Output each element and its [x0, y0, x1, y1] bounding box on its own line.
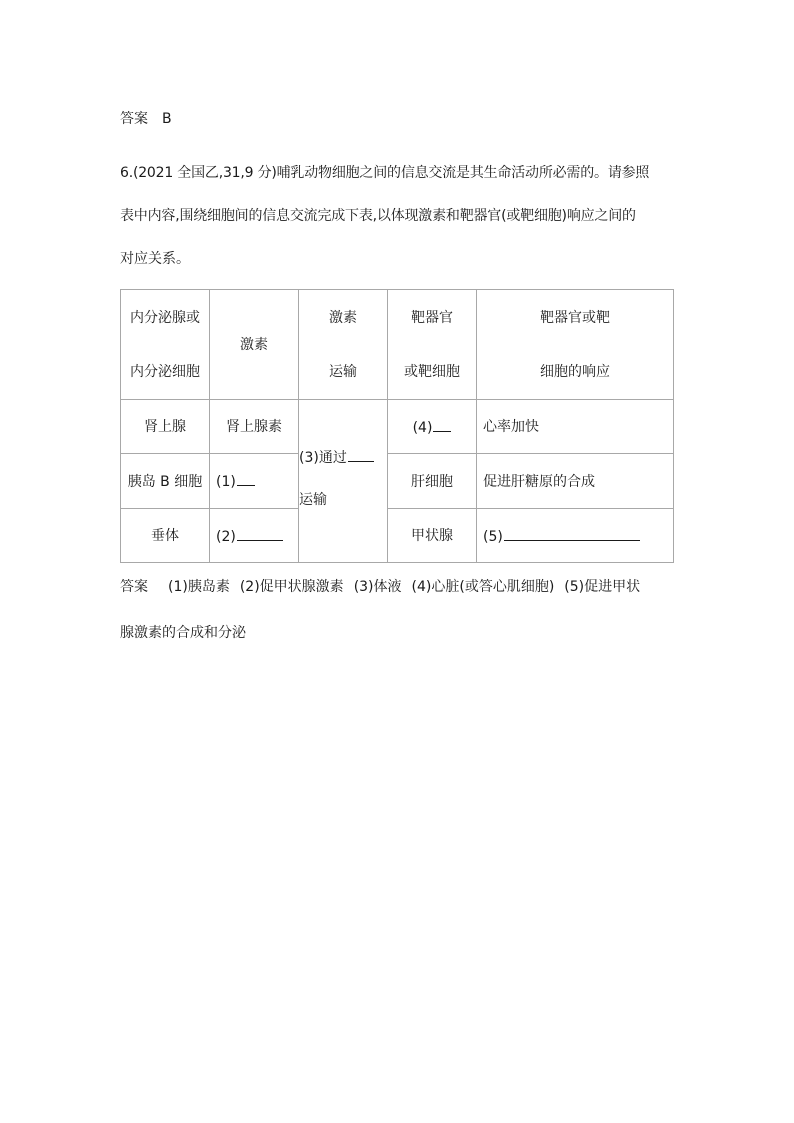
- transport-text-2: 运输: [299, 491, 327, 508]
- header-gland-line-2: 内分泌细胞: [130, 364, 200, 381]
- question-line-3: 对应关系。: [120, 251, 190, 267]
- cell-hormone-text: (1): [216, 474, 236, 491]
- cell-target-text: (4): [412, 419, 433, 436]
- cell-response: 促进肝糖原的合成: [477, 454, 674, 508]
- header-transport: [299, 290, 388, 400]
- blank-2[interactable]: [237, 526, 283, 541]
- answer-line-1: [120, 576, 640, 596]
- table-header-row: [121, 290, 674, 400]
- blank-4[interactable]: [433, 417, 451, 432]
- cell-response: [477, 508, 674, 562]
- header-transport-line-1: 激素: [329, 310, 357, 327]
- cell-hormone: 肾上腺素: [210, 399, 299, 453]
- cell-hormone: [210, 454, 299, 508]
- cell-target: 肝细胞: [388, 454, 477, 508]
- header-hormone: 激素: [210, 290, 299, 400]
- cell-gland: 垂体: [121, 508, 210, 562]
- blank-5[interactable]: [504, 526, 640, 541]
- header-response-line-1: 靶器官或靶: [540, 310, 610, 327]
- header-transport-line-2: 运输: [329, 364, 357, 381]
- header-target-line-2: 或靶细胞: [404, 364, 460, 381]
- table-row: [121, 399, 674, 453]
- cell-transport: [299, 399, 388, 562]
- previous-answer: [120, 108, 172, 128]
- cell-gland: 肾上腺: [121, 399, 210, 453]
- answer-5-part-1: (5)促进甲状: [564, 579, 641, 595]
- cell-target: 甲状腺: [388, 508, 477, 562]
- answer-label: 答案: [120, 111, 148, 127]
- answer-4: (4)心脏(或答心肌细胞): [411, 579, 555, 595]
- cell-target: [388, 399, 477, 453]
- question-line-2: 表中内容,围绕细胞间的信息交流完成下表,以体现激素和靶器官(或靶细胞)响应之间的: [120, 208, 636, 224]
- answer-value: B: [162, 111, 172, 127]
- answer-label: 答案: [120, 579, 148, 595]
- transport-text-1: (3)通过: [299, 449, 347, 466]
- answer-3: (3)体液: [353, 579, 402, 595]
- table-row: [121, 454, 674, 508]
- blank-3[interactable]: [348, 447, 374, 462]
- answer-1: (1)胰岛素: [168, 579, 230, 595]
- blank-1[interactable]: [237, 471, 255, 486]
- header-target-line-1: 靶器官: [411, 310, 453, 327]
- table-row: [121, 508, 674, 562]
- hormone-table: [120, 289, 674, 563]
- cell-hormone-text: (2): [216, 528, 236, 545]
- header-response-line-2: 细胞的响应: [540, 364, 610, 381]
- header-gland: [121, 290, 210, 400]
- header-gland-line-1: 内分泌腺或: [130, 310, 200, 327]
- header-target: [388, 290, 477, 400]
- transport-line-1: [299, 447, 387, 467]
- question-line-1: 6.(2021 全国乙,31,9 分)哺乳动物细胞之间的信息交流是其生命活动所必需的。请参照: [120, 165, 650, 181]
- answer-line-2: 腺激素的合成和分泌: [120, 625, 246, 641]
- answer-2: (2)促甲状腺激素: [239, 579, 344, 595]
- cell-response: 心率加快: [477, 399, 674, 453]
- cell-hormone: [210, 508, 299, 562]
- cell-gland: 胰岛 B 细胞: [121, 454, 210, 508]
- header-response: [477, 290, 674, 400]
- cell-response-text: (5): [483, 528, 503, 545]
